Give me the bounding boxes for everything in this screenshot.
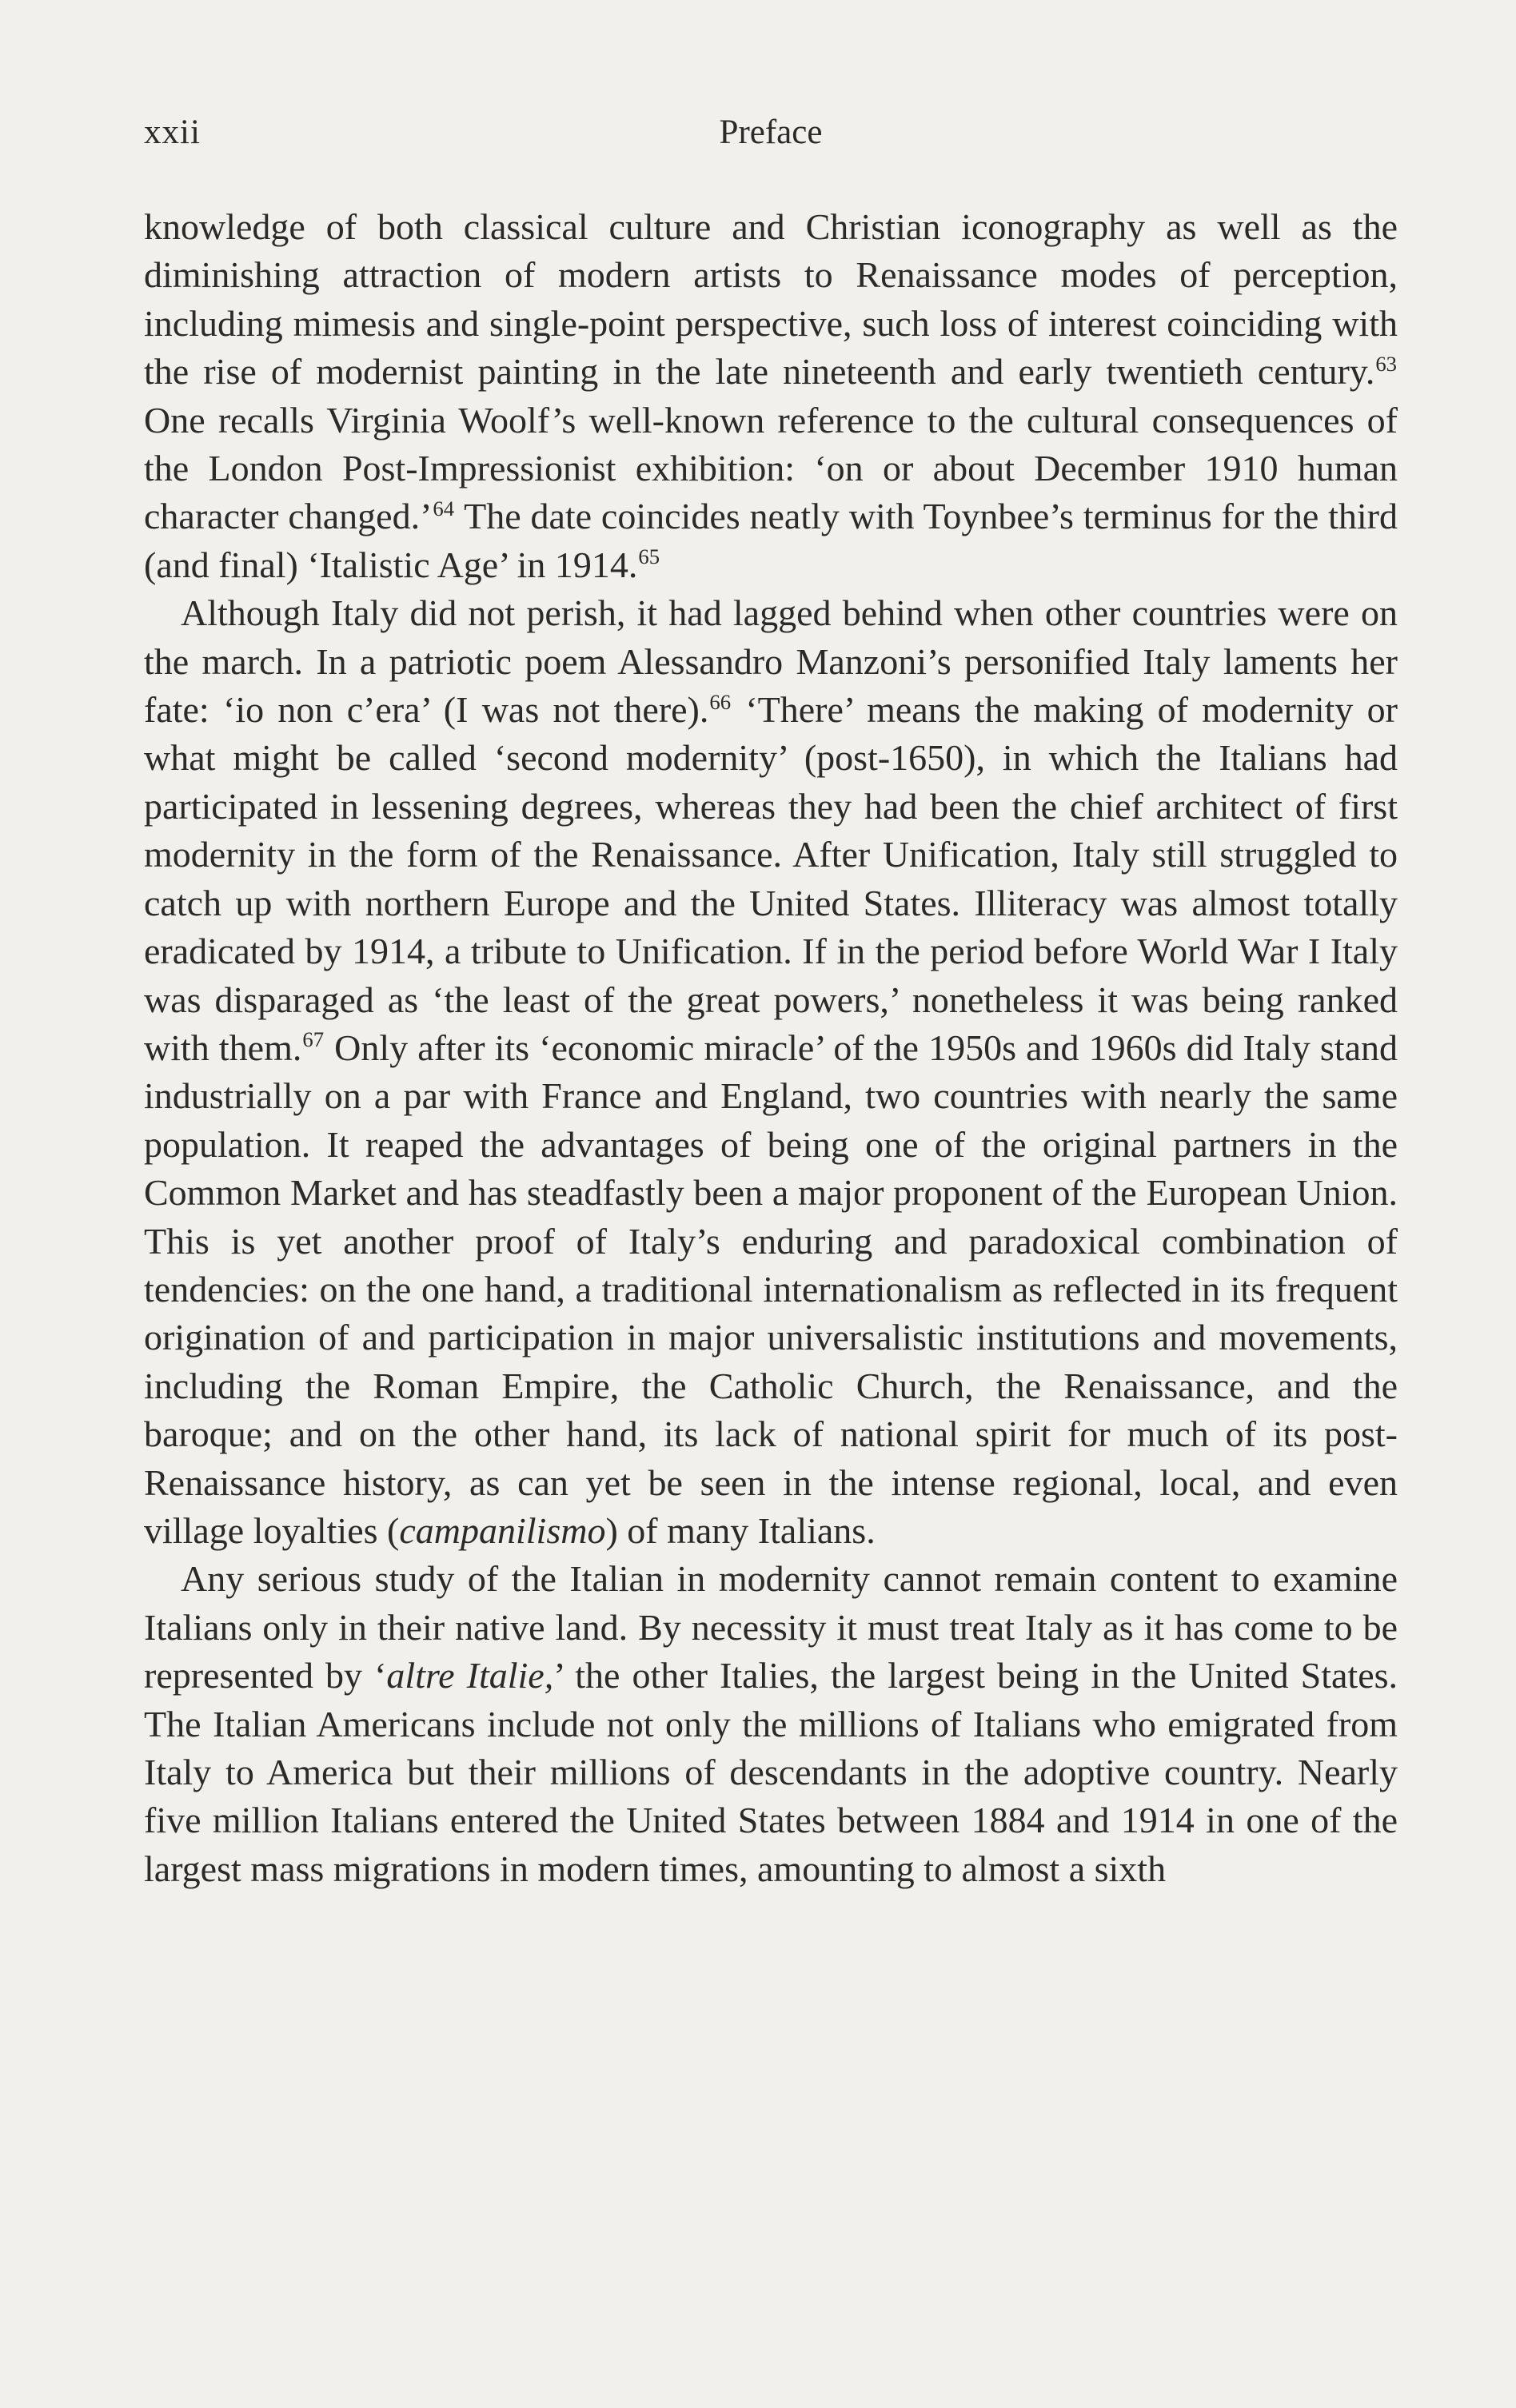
footnote-reference: 65 — [638, 544, 660, 569]
text-run: ‘There’ means the making of modernity or what might be called ‘second modernity’ (post-1650), in which the Italians had participated in lessening degrees, whereas they had been the chief architect of first modernity in the form of the Renaissance. After Unification, Italy still struggled to catch up with northern Europe and the United States. Illiteracy was almost totally eradicated by 1914, a tribute to Unification. If in the period before World War I Italy was disparaged as ‘the least of the great powers,’ nonetheless it was being ranked with them. — [144, 689, 1398, 1068]
text-run: Only after its ‘economic miracle’ of the 1950s and 1960s did Italy stand industrially on a par with France and England, two countries with nearly the same population. It reaped the advantages of being one of the original partners in the Common Market and has steadfastly been a major proponent of the European Union. This is yet another proof of Italy’s enduring and paradoxical combination of tendencies: on the one hand, a traditional internationalism as reflected in its frequent origination of and participation in major universalistic institutions and movements, including the Roman Empire, the Catholic Church, the Renaissance, and the baroque; and on the other hand, its lack of national spirit for much of its post-Renaissance history, as can yet be seen in the intense regional, local, and even village loyalties ( — [144, 1027, 1398, 1551]
footnote-reference: 67 — [302, 1027, 325, 1052]
text-run: Although Italy did not perish, it had lagged behind when other countries were on the march. In a patriotic poem Alessandro Manzoni’s personified Italy laments her fate: ‘io non c’era’ (I was not there). — [144, 592, 1398, 731]
text-run: ) of many Italians. — [605, 1509, 876, 1551]
footnote-reference: 63 — [1375, 351, 1397, 376]
body-text — [144, 203, 1398, 1893]
text-run: knowledge of both classical culture and Christian iconography as well as the diminishing attraction of modern artists to Renaissance modes of perception, including mimesis and single-point perspective, such loss of interest coinciding with the rise of modernist painting in the late nineteenth and early twentieth century. — [144, 206, 1398, 393]
text-run: Any serious study of the Italian in modernity cannot remain content to examine Italians only in their native land. By necessity it must treat Italy as it has come to be represented by ‘ — [144, 1558, 1398, 1696]
text-run: One recalls Virginia Woolf’s well-known reference to the cultural consequences of the London Post-Impressionist exhibition: ‘on or about December 1910 human character changed.’ — [144, 399, 1398, 537]
text-run: The date coincides neatly with Toynbee’s terminus for the third (and final) ‘Italistic Age’ in 1914. — [144, 496, 1398, 585]
running-title: Preface — [719, 114, 823, 151]
italic-term: campanilismo — [399, 1509, 606, 1551]
paragraph — [144, 1555, 1398, 1893]
running-head — [144, 110, 1398, 155]
footnote-reference: 64 — [433, 496, 455, 520]
italic-term: altre Italie, — [386, 1655, 554, 1696]
footnote-reference: 66 — [709, 689, 732, 714]
paragraph — [144, 589, 1398, 1555]
page-number: xxii — [144, 114, 201, 151]
text-run: ’ the other Italies, the largest being in the United States. The Italian Americans include not only the millions of Italians who emigrated from Italy to America but their millions of descendants in the adoptive country. Nearly five million Italians entered the United States between 1884 and 1914 in one of the largest mass migrations in modern times, amounting to almost a sixth — [144, 1655, 1398, 1889]
paragraph — [144, 203, 1398, 589]
